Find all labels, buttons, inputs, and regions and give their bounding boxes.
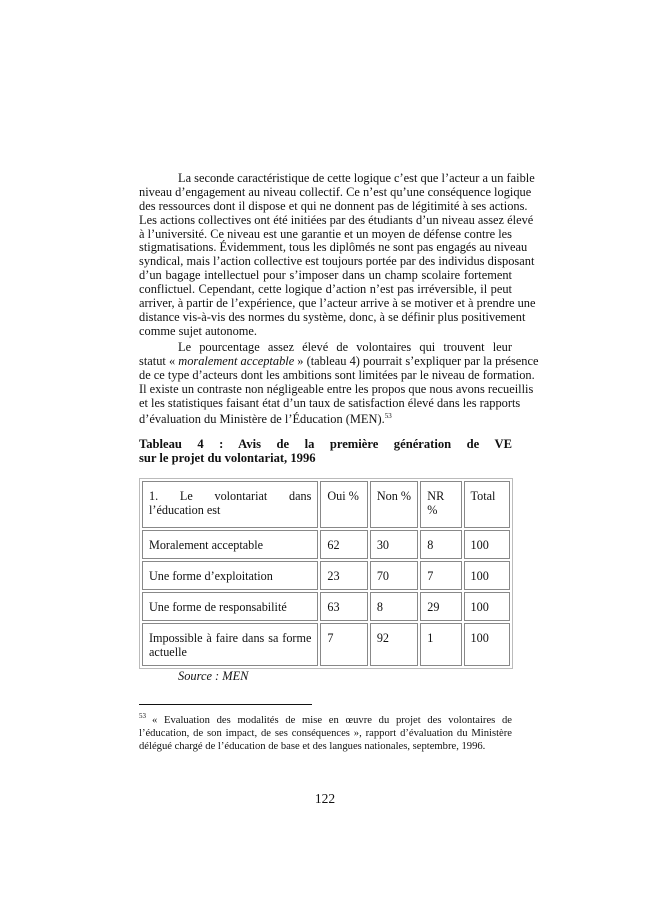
table-caption: [139, 437, 512, 465]
table-cell: 7: [320, 623, 367, 666]
text-line: conflictuel. Cependant, cette logique d’action n’est pas irréversible, il peut: [139, 282, 512, 297]
text-line: et les statistiques faisant état d’un taux de satisfaction élevé dans les rapports: [139, 395, 521, 410]
table-row: [142, 592, 510, 621]
footnote-separator: [139, 704, 312, 705]
footnote-text: « Evaluation des modalités de mise en œuvre du projet des volontaires de l’éducation, de son impact, de ses conséquences », rapport d’évaluation du Ministère délégué chargé de l’éducation de base et des langues nationales, septembre, 1996.: [139, 715, 512, 752]
data-table: [139, 478, 513, 669]
footnote-number: 53: [139, 712, 146, 720]
table-cell: 100: [464, 592, 510, 621]
text-line: Le pourcentage assez élevé de volontaires qui trouvent leur: [178, 340, 512, 354]
table-cell: Impossible à faire dans sa forme actuelle: [142, 623, 318, 666]
text: » (tableau 4) pourrait s’expliquer par la présence: [294, 353, 539, 368]
paragraph-1: [139, 171, 536, 339]
text-line: de ce type d’acteurs dont les ambitions sont limitées par le niveau de formation.: [139, 367, 535, 382]
text-line: Il existe un contraste non négligeable entre les propos que nous avons recueillis: [139, 381, 534, 396]
paragraph-2: [139, 340, 539, 427]
table-cell: 30: [370, 530, 418, 559]
table-cell: 63: [320, 592, 367, 621]
header-cell: Oui %: [320, 481, 367, 528]
footnote: [139, 710, 512, 753]
table-row: [142, 530, 510, 559]
table-cell: 23: [320, 561, 367, 590]
table-cell: 1: [420, 623, 461, 666]
table-cell: 100: [464, 561, 510, 590]
header-cell: NR %: [420, 481, 461, 528]
header-cell: 1. Le volontariat dans l’éducation est: [142, 481, 318, 528]
table-cell: Une forme de responsabilité: [142, 592, 318, 621]
emphasis: moralement acceptable: [178, 353, 295, 368]
text-line: La seconde caractéristique de cette logique c’est que l’acteur a un faible: [178, 171, 535, 185]
table-cell: 8: [370, 592, 418, 621]
table-source: Source : MEN: [178, 669, 249, 683]
table-row: [142, 561, 510, 590]
text-line: [139, 410, 512, 427]
text: statut «: [139, 353, 179, 368]
table-cell: 8: [420, 530, 461, 559]
page-number: 122: [314, 791, 336, 806]
table-cell: 29: [420, 592, 461, 621]
text-line: [139, 353, 539, 369]
caption-line: sur le projet du volontariat, 1996: [139, 451, 316, 465]
text-line: distance vis-à-vis des normes du système, donc, à se définir plus positivement: [139, 309, 526, 324]
table-cell: Une forme d’exploitation: [142, 561, 318, 590]
header-cell: Total: [464, 481, 510, 528]
text-line: arriver, à partir de l’expérience, que l’acteur arrive à se motiver et à prendre une: [139, 296, 536, 311]
table-cell: 100: [464, 623, 510, 666]
header-cell: Non %: [370, 481, 418, 528]
text-line: à l’université. Ce niveau est une garantie et un moyen de défense contre les: [139, 226, 512, 241]
table-header-row: [142, 481, 510, 528]
text-line: stigmatisations. Évidemment, tous les diplômés ne sont pas engagés au niveau: [139, 240, 528, 255]
caption-line: Tableau 4 : Avis de la première génération de VE: [139, 437, 512, 451]
table-cell: 62: [320, 530, 367, 559]
table-cell: 7: [420, 561, 461, 590]
table-cell: 100: [464, 530, 510, 559]
table-cell: 92: [370, 623, 418, 666]
table-cell: 70: [370, 561, 418, 590]
table-cell: Moralement acceptable: [142, 530, 318, 559]
text-line: des ressources dont il dispose et qui ne donnent pas de légitimité à ses actions.: [139, 198, 528, 213]
footnote-ref[interactable]: 53: [384, 412, 392, 421]
table-row: [142, 623, 510, 666]
text-line: Les actions collectives ont été initiées par des étudiants d’un niveau assez élevé: [139, 212, 534, 227]
text-line: d’un bagage intellectuel pour s’imposer dans un champ scolaire fortement: [139, 268, 512, 283]
text-line: syndical, mais l’action collective est toujours portée par des individus disposant: [139, 254, 535, 269]
text: d’évaluation du Ministère de l’Éducation (MEN).: [139, 412, 385, 427]
text-line: comme sujet autonome.: [139, 323, 258, 338]
text-line: niveau d’engagement au niveau collectif. Ce n’est qu’une conséquence logique: [139, 184, 532, 199]
